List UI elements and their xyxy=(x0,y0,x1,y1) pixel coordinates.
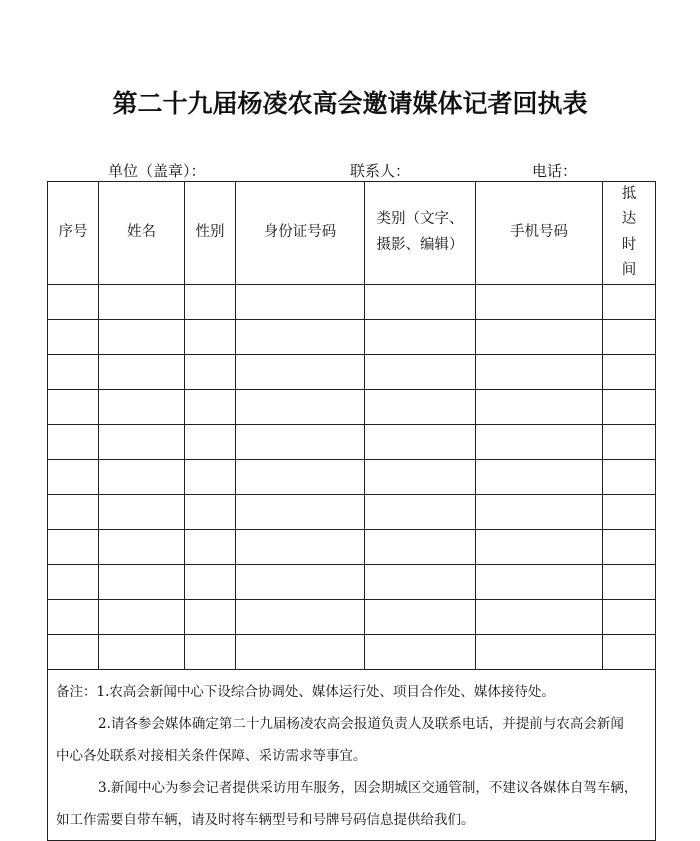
table-cell[interactable] xyxy=(99,634,185,669)
table-cell[interactable] xyxy=(365,529,476,564)
header-cell-gender: 性别 xyxy=(185,182,236,285)
table-cell[interactable] xyxy=(365,459,476,494)
table-cell[interactable] xyxy=(185,284,236,319)
table-cell[interactable] xyxy=(236,389,365,424)
table-cell[interactable] xyxy=(48,599,99,634)
table-cell[interactable] xyxy=(99,564,185,599)
table-cell[interactable] xyxy=(603,389,656,424)
table-cell[interactable] xyxy=(476,284,603,319)
table-cell[interactable] xyxy=(185,389,236,424)
header-cell-id-number: 身份证号码 xyxy=(236,182,365,285)
notes-row xyxy=(48,669,656,840)
table-row xyxy=(48,424,656,459)
table-cell[interactable] xyxy=(603,634,656,669)
table-cell[interactable] xyxy=(476,459,603,494)
table-cell[interactable] xyxy=(99,389,185,424)
table-cell[interactable] xyxy=(48,284,99,319)
table-row xyxy=(48,389,656,424)
table-cell[interactable] xyxy=(603,354,656,389)
table-cell[interactable] xyxy=(365,564,476,599)
table-cell[interactable] xyxy=(99,599,185,634)
table-cell[interactable] xyxy=(603,284,656,319)
table-cell[interactable] xyxy=(185,529,236,564)
table-cell[interactable] xyxy=(365,494,476,529)
table-cell[interactable] xyxy=(99,424,185,459)
table-cell[interactable] xyxy=(476,354,603,389)
table-row xyxy=(48,354,656,389)
unit-label: 单位（盖章）： xyxy=(108,162,206,180)
table-cell[interactable] xyxy=(476,424,603,459)
table-cell[interactable] xyxy=(236,319,365,354)
header-cell-mobile: 手机号码 xyxy=(476,182,603,285)
table-cell[interactable] xyxy=(99,494,185,529)
table-cell[interactable] xyxy=(603,459,656,494)
table-row xyxy=(48,459,656,494)
table-cell[interactable] xyxy=(185,564,236,599)
table-cell[interactable] xyxy=(365,424,476,459)
table-cell[interactable] xyxy=(185,354,236,389)
table-cell[interactable] xyxy=(476,564,603,599)
header-cell-index: 序号 xyxy=(48,182,99,285)
table-cell[interactable] xyxy=(48,564,99,599)
receipt-table xyxy=(47,181,656,841)
table-cell[interactable] xyxy=(236,634,365,669)
table-cell[interactable] xyxy=(365,389,476,424)
table-cell[interactable] xyxy=(99,529,185,564)
table-cell[interactable] xyxy=(185,634,236,669)
table-cell[interactable] xyxy=(236,354,365,389)
table-cell[interactable] xyxy=(236,284,365,319)
table-cell[interactable] xyxy=(48,459,99,494)
table-row xyxy=(48,319,656,354)
table-row xyxy=(48,634,656,669)
table-header-row xyxy=(48,182,656,285)
table-cell[interactable] xyxy=(99,284,185,319)
table-row xyxy=(48,284,656,319)
table-cell[interactable] xyxy=(603,494,656,529)
table-cell[interactable] xyxy=(603,599,656,634)
table-cell[interactable] xyxy=(476,529,603,564)
table-row xyxy=(48,494,656,529)
table-row xyxy=(48,529,656,564)
table-cell[interactable] xyxy=(185,459,236,494)
note-line-1: 备注：1.农高会新闻中心下设综合协调处、媒体运行处、项目合作处、媒体接待处。 xyxy=(56,683,555,700)
table-cell[interactable] xyxy=(236,424,365,459)
phone-label: 电话： xyxy=(532,162,578,180)
table-cell[interactable] xyxy=(236,529,365,564)
contact-label: 联系人： xyxy=(350,162,411,180)
note-line-3: 中心各处联系对接相关条件保障、采访需求等事宜。 xyxy=(56,747,367,764)
note-line-5: 如工作需要自带车辆，请及时将车辆型号和号牌号码信息提供给我们。 xyxy=(56,811,475,828)
table-cell[interactable] xyxy=(99,459,185,494)
table-cell[interactable] xyxy=(365,284,476,319)
table-cell[interactable] xyxy=(185,424,236,459)
table-cell[interactable] xyxy=(236,459,365,494)
table-cell[interactable] xyxy=(48,319,99,354)
table-cell[interactable] xyxy=(48,529,99,564)
notes-cell xyxy=(48,669,656,840)
table-cell[interactable] xyxy=(365,634,476,669)
note-line-2: 2.请各参会媒体确定第二十九届杨凌农高会报道负责人及联系电话，并提前与农高会新闻 xyxy=(98,715,624,732)
table-cell[interactable] xyxy=(365,599,476,634)
table-cell[interactable] xyxy=(603,424,656,459)
table-cell[interactable] xyxy=(476,319,603,354)
table-cell[interactable] xyxy=(99,319,185,354)
table-cell[interactable] xyxy=(48,389,99,424)
table-cell[interactable] xyxy=(603,564,656,599)
table-cell[interactable] xyxy=(476,494,603,529)
table-cell[interactable] xyxy=(48,354,99,389)
header-cell-category: 类别（文字、摄影、编辑） xyxy=(365,182,476,285)
table-cell[interactable] xyxy=(236,494,365,529)
table-cell[interactable] xyxy=(48,494,99,529)
page-title: 第二十九届杨凌农高会邀请媒体记者回执表 xyxy=(112,89,588,118)
table-cell[interactable] xyxy=(365,319,476,354)
table-cell[interactable] xyxy=(476,389,603,424)
table-cell[interactable] xyxy=(48,634,99,669)
table-row xyxy=(48,564,656,599)
table-cell[interactable] xyxy=(365,354,476,389)
table-cell[interactable] xyxy=(185,319,236,354)
table-cell[interactable] xyxy=(99,354,185,389)
note-line-4: 3.新闻中心为参会记者提供采访用车服务，因会期城区交通管制，不建议各媒体自驾车辆， xyxy=(98,779,638,796)
table-cell[interactable] xyxy=(603,529,656,564)
table-cell[interactable] xyxy=(603,319,656,354)
table-cell[interactable] xyxy=(476,599,603,634)
table-cell[interactable] xyxy=(185,494,236,529)
header-cell-name: 姓名 xyxy=(99,182,185,285)
header-cell-arrival-time: 抵达时间 xyxy=(603,182,656,285)
table-cell[interactable] xyxy=(236,599,365,634)
table-cell[interactable] xyxy=(185,599,236,634)
table-row xyxy=(48,599,656,634)
table-cell[interactable] xyxy=(236,564,365,599)
table-cell[interactable] xyxy=(476,634,603,669)
table-cell[interactable] xyxy=(48,424,99,459)
